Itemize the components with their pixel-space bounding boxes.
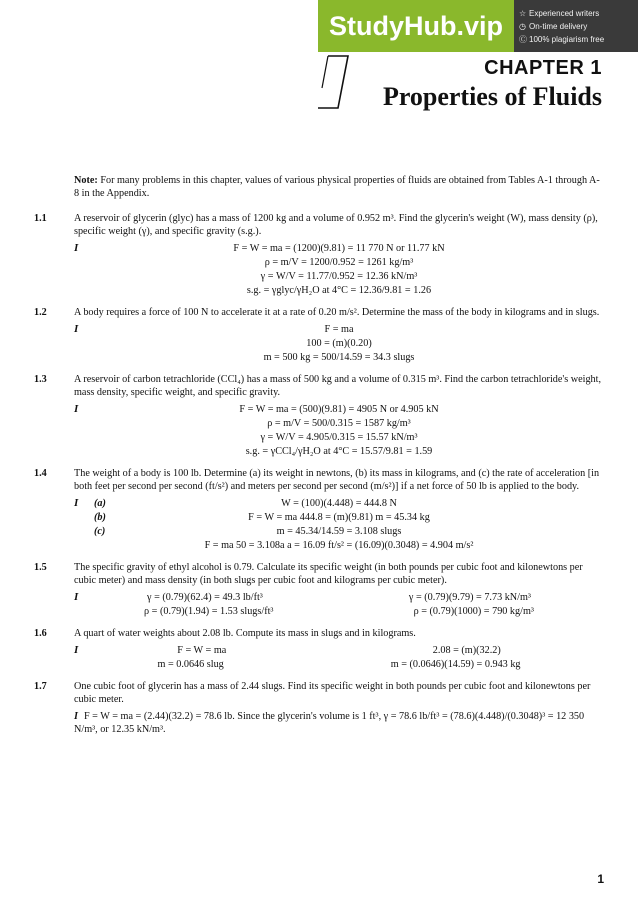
equation: γ = W/V = 11.77/0.952 = 12.36 kN/m³ <box>260 271 418 282</box>
studyhub-banner[interactable] <box>318 0 638 52</box>
problem-number: 1.6 <box>34 628 47 639</box>
note-label: Note: <box>74 175 98 186</box>
equation: m = 45.34/14.59 = 3.108 slugs <box>276 526 402 537</box>
chapter-label: CHAPTER 1 <box>484 57 602 79</box>
solution <box>74 403 604 458</box>
equation: γ = (0.79)(9.79) = 7.73 kN/m³ <box>408 592 531 603</box>
equation: F = ma <box>324 324 354 335</box>
solution <box>74 644 604 671</box>
feature-text: 100% plagiarism free <box>529 35 605 44</box>
feature-text: On-time delivery <box>529 22 588 31</box>
equation-row <box>74 644 604 657</box>
problem <box>34 680 604 736</box>
problem-statement: A quart of water weights about 2.08 lb. Compute its mass in slugs and in kilograms. <box>74 628 416 639</box>
problem-number: 1.4 <box>34 468 47 479</box>
equation: 2.08 = (m)(32.2) <box>432 645 501 656</box>
equation: F = W = ma = (500)(9.81) = 4905 N or 4.905 kN <box>239 404 439 415</box>
problem <box>34 627 604 671</box>
brand-logo[interactable]: StudyHub.vip <box>318 0 514 52</box>
feature-item <box>519 20 604 33</box>
solution-mark: I <box>74 591 79 603</box>
feature-item <box>519 33 604 46</box>
equation: F = ma 50 = 3.108a a = 16.09 ft/s² = (16.09)(0.3048) = 4.904 m/s² <box>204 540 474 551</box>
problem-number: 1.3 <box>34 374 47 385</box>
equation: γ = W/V = 4.905/0.315 = 15.57 kN/m³ <box>260 432 418 443</box>
solution <box>74 591 604 618</box>
page-number: 1 <box>597 872 604 886</box>
equation: ρ = m/V = 500/0.315 = 1587 kg/m³ <box>267 418 411 429</box>
equation-row <box>74 605 604 618</box>
solution <box>74 710 604 736</box>
note-paragraph <box>74 174 604 200</box>
problem-number: 1.1 <box>34 213 47 224</box>
clock-icon: ◷ <box>519 22 526 31</box>
problem <box>34 467 604 552</box>
equation: s.g. = γCCl₄/γH₂O at 4°C = 15.57/9.81 = 1.59 <box>245 446 433 457</box>
problem-statement: The weight of a body is 100 lb. Determine (a) its weight in newtons, (b) its mass in kilograms, and (c) the rate of acceleration [in both feet per second per second (ft/s²) and meters per second per second (m/s²)] if a net force of 50 lb is applied to the body. <box>74 468 600 492</box>
part-label: (a) <box>94 498 106 509</box>
badge-icon: Ⓒ <box>519 35 527 44</box>
equation: F = W = ma = (1200)(9.81) = 11 770 N or 11.77 kN <box>233 243 445 254</box>
problem <box>34 306 604 364</box>
solution-mark: I <box>74 323 79 335</box>
equation: s.g. = γglyc/γH₂O at 4°C = 12.36/9.81 = 1.26 <box>246 285 432 296</box>
problem-statement: A body requires a force of 100 N to accelerate it at a rate of 0.20 m/s². Determine the mass of the body in kilograms and in slugs. <box>74 307 600 318</box>
problem <box>34 373 604 458</box>
page-content <box>34 174 604 745</box>
solution <box>74 497 604 552</box>
solution-mark: I <box>74 711 78 722</box>
equation: F = W = ma 444.8 = (m)(9.81) m = 45.34 kg <box>248 512 430 523</box>
equation: F = W = ma <box>177 645 227 656</box>
equation: m = 500 kg = 500/14.59 = 34.3 slugs <box>263 352 415 363</box>
problem <box>34 561 604 618</box>
equation: W = (100)(4.448) = 444.8 N <box>281 498 397 509</box>
solution-part <box>74 511 604 524</box>
solution <box>74 242 604 297</box>
solution-mark: I <box>74 403 79 415</box>
part-label: (c) <box>94 526 106 537</box>
equation: m = 0.0646 slug <box>157 659 224 670</box>
star-icon: ☆ <box>519 9 527 18</box>
feature-item <box>519 7 604 20</box>
solution-part <box>74 525 604 538</box>
solution-mark: I <box>74 242 79 254</box>
feature-text: Experienced writers <box>529 9 600 18</box>
chapter-bracket-graphic <box>316 54 350 110</box>
equation: 100 = (m)(0.20) <box>306 338 372 349</box>
problem-number: 1.7 <box>34 681 47 692</box>
problem-statement: A reservoir of glycerin (glyc) has a mass of 1200 kg and a volume of 0.952 m³. Find the glycerin's weight (W), mass density (ρ), specific weight (γ), and specific gravity (s.g.). <box>74 213 598 237</box>
problem <box>34 212 604 297</box>
solution-mark: I <box>74 497 79 509</box>
solution <box>74 323 604 364</box>
equation: m = (0.0646)(14.59) = 0.943 kg <box>390 659 521 670</box>
note-text: For many problems in this chapter, values of various physical properties of fluids are obtained from Tables A-1 through A-8 in the Appendix. <box>74 175 600 199</box>
chapter-title: Properties of Fluids <box>382 82 602 111</box>
equation-row <box>74 658 604 671</box>
equation: ρ = (0.79)(1.94) = 1.53 slugs/ft³ <box>144 606 274 617</box>
equation: ρ = (0.79)(1000) = 790 kg/m³ <box>413 606 534 617</box>
part-label: (b) <box>94 512 106 523</box>
solution-mark: I <box>74 644 79 656</box>
solution-part <box>74 539 604 552</box>
problem-number: 1.5 <box>34 562 47 573</box>
problem-number: 1.2 <box>34 307 47 318</box>
problem-statement: One cubic foot of glycerin has a mass of 2.44 slugs. Find its specific weight in both pounds per cubic foot and kilonewtons per cubic meter. <box>74 681 591 705</box>
inline-solution: F = W = ma = (2.44)(32.2) = 78.6 lb. Since the glycerin's volume is 1 ft³, γ = 78.6 lb/ft³ = (78.6)(4.448)/(0.3048)³ = 12 350 N/m³, or 12.35 kN/m³. <box>74 711 585 735</box>
problem-statement: A reservoir of carbon tetrachloride (CCl₄) has a mass of 500 kg and a volume of 0.315 m³. Find the carbon tetrachloride's weight, mass density, specific weight, and specific gravity. <box>74 374 602 398</box>
problem-statement: The specific gravity of ethyl alcohol is 0.79. Calculate its specific weight (in both pounds per cubic foot and kilonewtons per cubic meter) and mass density (in both slugs per cubic foot and kilograms per cubic meter). <box>74 562 583 586</box>
feature-list <box>519 7 604 46</box>
equation: γ = (0.79)(62.4) = 49.3 lb/ft³ <box>147 592 263 603</box>
solution-part <box>74 497 604 510</box>
equation-row <box>74 591 604 604</box>
equation: ρ = m/V = 1200/0.952 = 1261 kg/m³ <box>264 257 414 268</box>
